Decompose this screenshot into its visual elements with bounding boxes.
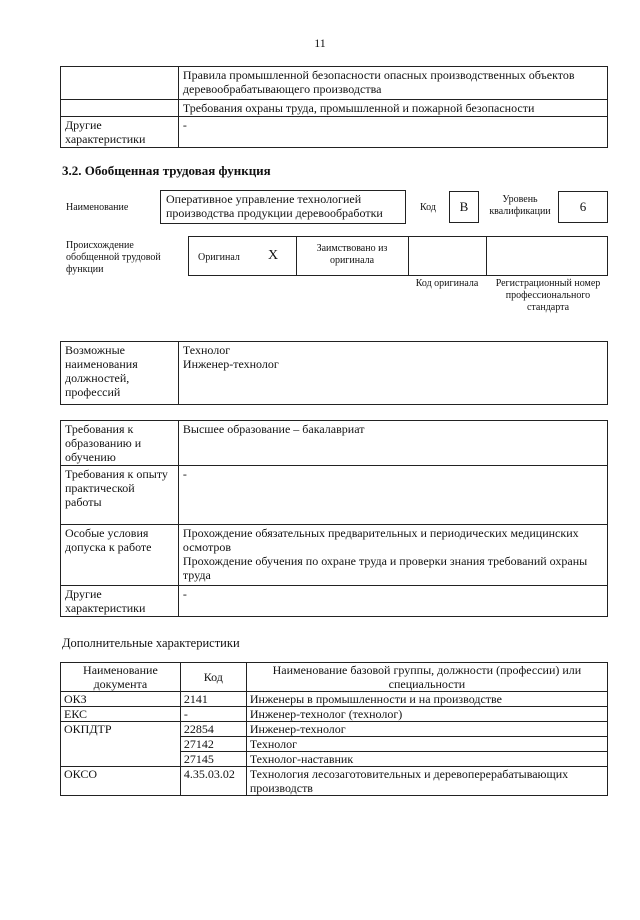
positions-label: Возможные наименования должностей, профессий — [61, 342, 179, 405]
table-row — [61, 722, 608, 737]
name-cell: Технолог-наставник — [246, 752, 607, 767]
code-cell: 2141 — [180, 692, 246, 707]
position-item: Инженер-технолог — [182, 357, 279, 371]
rule-line: Требования охраны труда, промышленной и пожарной безопасности — [178, 100, 607, 117]
name-cell: Инженер-технолог — [246, 722, 607, 737]
reg-caption: Регистрационный номер профессионального стандарта — [495, 278, 601, 313]
name-cell: Инженеры в промышленности и на производстве — [246, 692, 607, 707]
original-label: Оригинал — [198, 252, 240, 263]
table-row — [61, 707, 608, 722]
code-cell: 27142 — [180, 737, 246, 752]
additional-title: Дополнительные характеристики — [62, 636, 240, 650]
req-label: Требования к опыту практической работы — [61, 466, 179, 525]
section-title: 3.2. Обобщенная трудовая функция — [62, 163, 271, 178]
origin-label: Происхождение обобщенной трудовой функции — [66, 240, 161, 275]
table-row — [61, 767, 608, 796]
divider — [408, 236, 409, 276]
top-table — [60, 66, 608, 148]
col-header: Наименование документа — [61, 663, 181, 692]
divider — [486, 236, 487, 276]
level-box: 6 — [558, 191, 608, 223]
positions-table — [60, 341, 608, 405]
gtf-code-box: В — [449, 191, 479, 223]
req-value: Прохождение обучения по охране труда и проверки знания требований охраны труда — [182, 554, 588, 582]
req-label: Особые условия допуска к работе — [61, 525, 179, 586]
code-cell: - — [180, 707, 246, 722]
code-cell: 22854 — [180, 722, 246, 737]
table-row — [61, 117, 608, 148]
additional-table — [60, 662, 608, 796]
doc-cell: ОКПДТР — [61, 722, 181, 767]
table-row — [61, 100, 608, 117]
col-header: Наименование базовой группы, должности (профессии) или специальности — [246, 663, 607, 692]
row-value: - — [178, 117, 607, 148]
borrowed-label: Заимствовано из оригинала — [316, 243, 388, 266]
doc-cell: ОКСО — [61, 767, 181, 796]
name-cell: Инженер-технолог (технолог) — [246, 707, 607, 722]
doc-cell: ОКЗ — [61, 692, 181, 707]
table-header-row — [61, 663, 608, 692]
req-value: Высшее образование – бакалавриат — [178, 421, 607, 466]
name-cell: Технология лесозаготовительных и деревоперерабатывающих производств — [246, 767, 607, 796]
table-row — [61, 67, 608, 100]
req-label: Требования к образованию и обучению — [61, 421, 179, 466]
code-caption: Код оригинала — [415, 278, 479, 289]
page-number: 11 — [314, 36, 326, 50]
code-cell: 27145 — [180, 752, 246, 767]
divider — [296, 236, 297, 276]
name-label: Наименование — [66, 202, 129, 213]
name-cell: Технолог — [246, 737, 607, 752]
doc-cell: ЕКС — [61, 707, 181, 722]
table-row — [61, 342, 608, 405]
col-header: Код — [180, 663, 246, 692]
code-cell: 4.35.03.02 — [180, 767, 246, 796]
row-label: Другие характеристики — [61, 117, 179, 148]
table-row — [61, 692, 608, 707]
position-item: Технолог — [182, 343, 231, 357]
code-label: Код — [420, 202, 436, 213]
table-row — [61, 421, 608, 466]
req-value: Прохождение обязательных предварительных и периодических медицинских осмотров — [182, 526, 579, 554]
req-value: - — [178, 586, 607, 617]
req-value: - — [178, 466, 607, 525]
req-label: Другие характеристики — [61, 586, 179, 617]
table-row — [61, 525, 608, 586]
level-label: Уровень квалификации — [489, 194, 551, 217]
gtf-name-box: Оперативное управление технологией производства продукции деревообработки — [160, 190, 406, 224]
table-row — [61, 586, 608, 617]
original-mark: X — [268, 248, 279, 263]
table-row — [61, 466, 608, 525]
rule-line: деревообрабатывающего производства — [182, 82, 382, 96]
rule-line: Правила промышленной безопасности опасных производственных объектов — [182, 68, 575, 82]
requirements-table — [60, 420, 608, 617]
